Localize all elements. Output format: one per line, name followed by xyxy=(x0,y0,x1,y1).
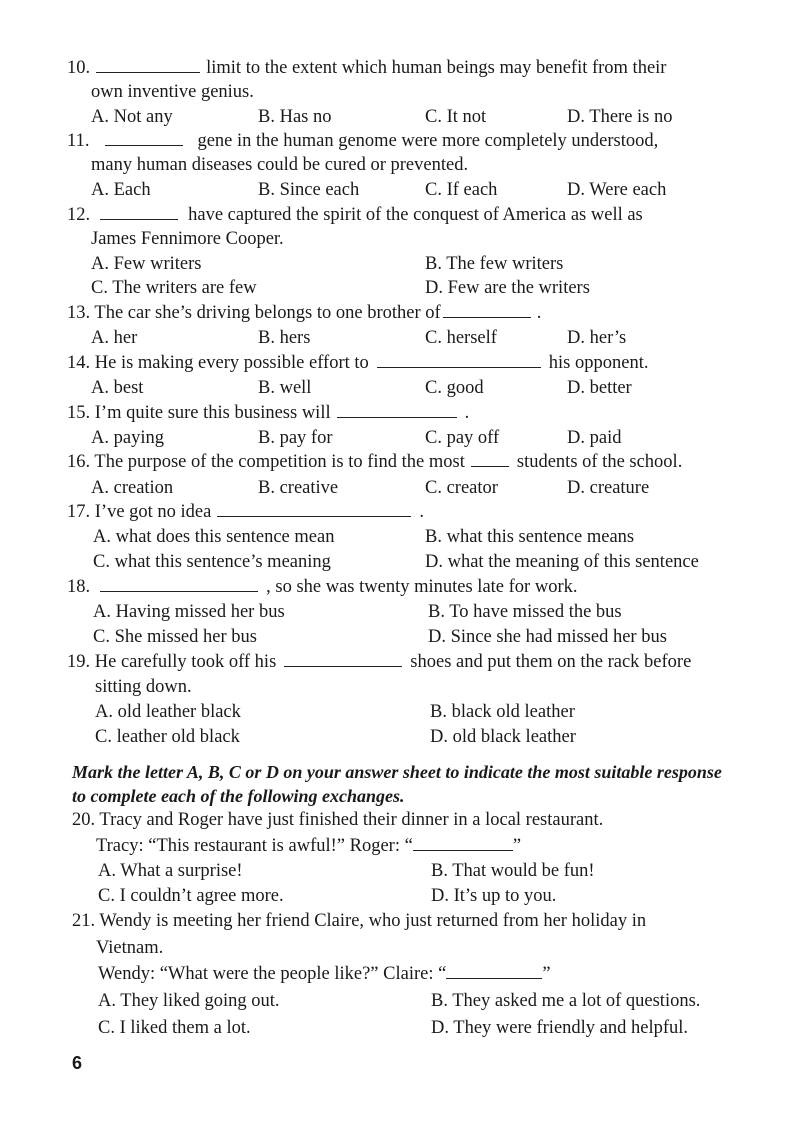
option-d[interactable]: D. creature xyxy=(567,478,650,498)
question-text-continued: own inventive genius. xyxy=(91,82,254,102)
answer-blank xyxy=(471,452,509,467)
option-b[interactable]: B. Since each xyxy=(258,180,360,200)
option-b[interactable]: B. creative xyxy=(258,478,339,498)
question-17 xyxy=(67,500,424,524)
dialogue-text: Tracy: “This restaurant is awful!” Roger: “ xyxy=(96,836,413,856)
question-end: his opponent. xyxy=(548,353,649,373)
option-b[interactable]: B. hers xyxy=(258,328,311,348)
option-c[interactable]: C. herself xyxy=(425,328,497,348)
question-13 xyxy=(67,301,541,325)
question-10 xyxy=(67,56,735,80)
question-text: 17. I’ve got no idea xyxy=(67,502,212,522)
question-21 xyxy=(72,909,740,933)
question-19 xyxy=(67,650,691,674)
option-a[interactable]: A. her xyxy=(91,328,138,348)
question-number: 18. xyxy=(67,577,91,597)
option-a[interactable]: A. old leather black xyxy=(95,702,241,722)
answer-blank xyxy=(96,58,200,73)
question-text: 21. Wendy is meeting her friend Claire, who just returned from her holiday in xyxy=(72,911,647,931)
question-text: 15. I’m quite sure this business will xyxy=(67,403,331,423)
question-text-continued: Vietnam. xyxy=(96,938,164,958)
question-text-continued: James Fennimore Cooper. xyxy=(91,229,284,249)
question-number: 11. xyxy=(67,131,90,151)
question-11 xyxy=(67,129,735,153)
question-15 xyxy=(67,401,469,425)
question-end: . xyxy=(419,502,424,522)
answer-blank xyxy=(100,205,178,220)
question-end: . xyxy=(536,303,542,323)
option-a[interactable]: A. They liked going out. xyxy=(98,991,280,1011)
section-instruction: Mark the letter A, B, C or D on your answer sheet to indicate the most suitable response to complete each of the following exchanges. xyxy=(72,762,722,806)
question-number: 10. xyxy=(67,58,91,78)
question-18 xyxy=(67,575,577,599)
question-end: students of the school. xyxy=(516,452,683,472)
answer-blank xyxy=(284,652,402,667)
option-d[interactable]: D. It’s up to you. xyxy=(431,886,557,906)
answer-blank xyxy=(100,577,258,592)
option-c[interactable]: C. I liked them a lot. xyxy=(98,1018,251,1038)
option-a[interactable]: A. Not any xyxy=(91,107,173,127)
option-d[interactable]: D. her’s xyxy=(567,328,627,348)
option-c[interactable]: C. I couldn’t agree more. xyxy=(98,886,284,906)
answer-blank xyxy=(217,502,411,517)
option-b[interactable]: B. pay for xyxy=(258,428,333,448)
dialogue-end: ” xyxy=(512,836,522,856)
option-c[interactable]: C. leather old black xyxy=(95,727,240,747)
question-20 xyxy=(72,808,603,832)
option-c[interactable]: C. It not xyxy=(425,107,487,127)
question-text: limit to the extent which human beings may benefit from their xyxy=(206,58,667,78)
option-d[interactable]: D. Few are the writers xyxy=(425,278,590,298)
answer-blank xyxy=(443,303,531,318)
answer-blank xyxy=(105,131,183,146)
option-d[interactable]: D. what the meaning of this sentence xyxy=(425,552,699,572)
option-d[interactable]: D. They were friendly and helpful. xyxy=(431,1018,689,1038)
option-c[interactable]: C. The writers are few xyxy=(91,278,257,298)
dialogue-end: ” xyxy=(542,964,551,984)
option-d[interactable]: D. paid xyxy=(567,428,622,448)
option-a[interactable]: A. creation xyxy=(91,478,174,498)
option-a[interactable]: A. Few writers xyxy=(91,254,202,274)
option-a[interactable]: A. Having missed her bus xyxy=(93,602,285,622)
option-a[interactable]: A. what does this sentence mean xyxy=(93,527,335,547)
option-c[interactable]: C. what this sentence’s meaning xyxy=(93,552,331,572)
answer-blank xyxy=(337,403,457,418)
question-text: 14. He is making every possible effort to xyxy=(67,353,369,373)
answer-blank xyxy=(446,964,542,979)
option-d[interactable]: D. Since she had missed her bus xyxy=(428,627,667,647)
option-d[interactable]: D. old black leather xyxy=(430,727,576,747)
option-b[interactable]: B. what this sentence means xyxy=(425,527,635,547)
option-b[interactable]: B. They asked me a lot of questions. xyxy=(431,991,701,1011)
option-b[interactable]: B. The few writers xyxy=(425,254,564,274)
question-end: , so she was twenty minutes late for work. xyxy=(266,577,578,597)
option-b[interactable]: B. black old leather xyxy=(430,702,575,722)
option-c[interactable]: C. good xyxy=(425,378,484,398)
question-text-continued: many human diseases could be cured or prevented. xyxy=(91,155,469,175)
option-a[interactable]: A. paying xyxy=(91,428,164,448)
question-text: 20. Tracy and Roger have just finished their dinner in a local restaurant. xyxy=(72,810,604,830)
option-a[interactable]: A. Each xyxy=(91,180,151,200)
option-d[interactable]: D. Were each xyxy=(567,180,667,200)
question-text: 13. The car she’s driving belongs to one brother of xyxy=(67,303,441,323)
question-text: gene in the human genome were more completely understood, xyxy=(197,131,659,151)
question-14 xyxy=(67,351,648,375)
option-d[interactable]: D. better xyxy=(567,378,632,398)
option-c[interactable]: C. creator xyxy=(425,478,498,498)
question-21-dialogue xyxy=(98,962,551,986)
answer-blank xyxy=(413,836,513,851)
question-end: . xyxy=(464,403,470,423)
question-number: 12. xyxy=(67,205,91,225)
question-text-continued: sitting down. xyxy=(95,677,192,697)
question-16 xyxy=(67,450,682,474)
question-text: 16. The purpose of the competition is to find the most xyxy=(67,452,465,472)
option-b[interactable]: B. Has no xyxy=(258,107,332,127)
option-b[interactable]: B. That would be fun! xyxy=(431,861,595,881)
page-number: 6 xyxy=(72,1053,83,1073)
option-a[interactable]: A. best xyxy=(91,378,144,398)
question-12 xyxy=(67,203,735,227)
option-b[interactable]: B. well xyxy=(258,378,312,398)
answer-blank xyxy=(377,353,541,368)
option-b[interactable]: B. To have missed the bus xyxy=(428,602,622,622)
question-20-dialogue xyxy=(96,834,521,858)
question-text: 19. He carefully took off his xyxy=(67,652,277,672)
option-d[interactable]: D. There is no xyxy=(567,107,673,127)
dialogue-text: Wendy: “What were the people like?” Claire: “ xyxy=(98,964,447,984)
option-c[interactable]: C. She missed her bus xyxy=(93,627,257,647)
question-text: have captured the spirit of the conquest of America as well as xyxy=(188,205,643,225)
option-a[interactable]: A. What a surprise! xyxy=(98,861,243,881)
option-c[interactable]: C. If each xyxy=(425,180,498,200)
option-c[interactable]: C. pay off xyxy=(425,428,500,448)
question-end: shoes and put them on the rack before xyxy=(410,652,692,672)
